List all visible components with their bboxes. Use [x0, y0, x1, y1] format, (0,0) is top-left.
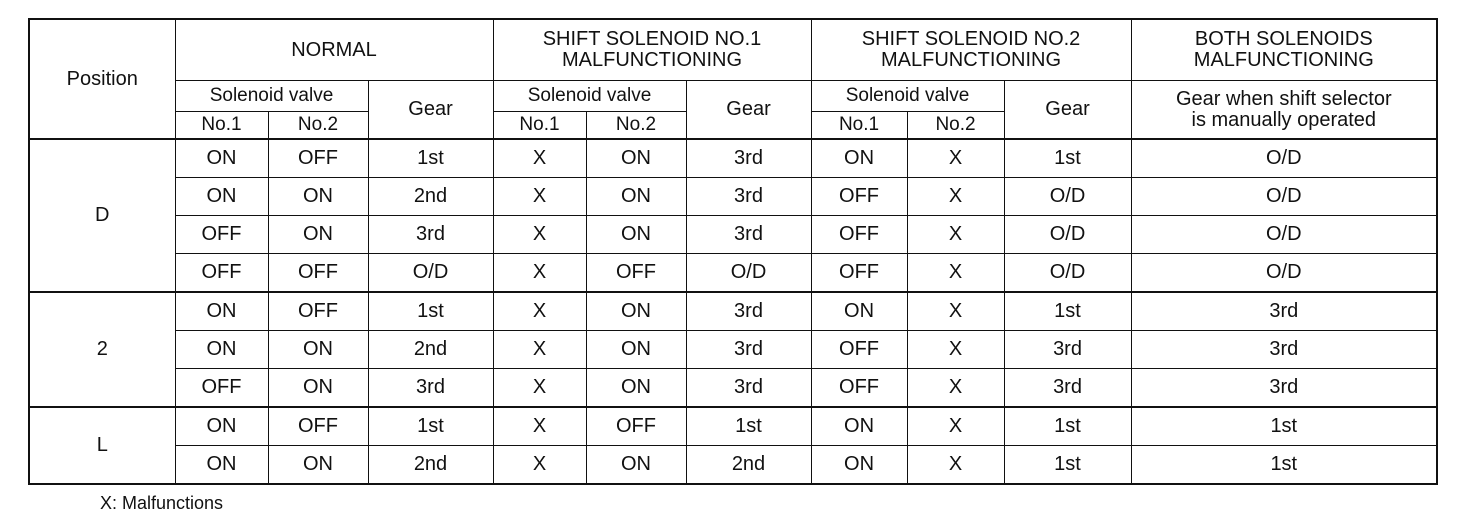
- shift1-gear-cell: O/D: [686, 254, 811, 293]
- normal-no2-cell: OFF: [268, 139, 368, 178]
- normal-solenoid-valve-header: Solenoid valve: [175, 81, 368, 112]
- shift2-gear-header: Gear: [1004, 81, 1131, 140]
- shift2-no1-cell: OFF: [811, 178, 907, 216]
- normal-no1-cell: ON: [175, 292, 268, 331]
- normal-gear-cell: 3rd: [368, 369, 493, 408]
- normal-no1-cell: ON: [175, 178, 268, 216]
- shift1-gear-cell: 1st: [686, 407, 811, 446]
- shift2-gear-cell: 1st: [1004, 139, 1131, 178]
- shift2-gear-cell: 1st: [1004, 446, 1131, 485]
- shift1-no2-cell: OFF: [586, 254, 686, 293]
- table-row: [29, 254, 1437, 293]
- shift2-no2-cell: X: [907, 369, 1004, 408]
- normal-no2-header: No.2: [268, 112, 368, 140]
- normal-no2-cell: ON: [268, 331, 368, 369]
- shift1-gear-cell: 3rd: [686, 216, 811, 254]
- normal-gear-cell: 1st: [368, 139, 493, 178]
- both-gear-cell: O/D: [1131, 254, 1437, 293]
- shift1-no1-cell: X: [493, 216, 586, 254]
- normal-no2-cell: ON: [268, 178, 368, 216]
- both-gear-cell: 3rd: [1131, 331, 1437, 369]
- position-header: Position: [29, 19, 175, 139]
- shift1-no2-cell: ON: [586, 139, 686, 178]
- shift2-no1-cell: OFF: [811, 254, 907, 293]
- shift1-header: [493, 19, 811, 81]
- shift1-no2-cell: ON: [586, 216, 686, 254]
- shift2-no1-cell: OFF: [811, 216, 907, 254]
- solenoid-malfunction-table: [28, 18, 1438, 485]
- shift1-no1-cell: X: [493, 407, 586, 446]
- shift2-gear-cell: 1st: [1004, 407, 1131, 446]
- table-row: [29, 292, 1437, 331]
- shift2-no2-cell: X: [907, 331, 1004, 369]
- normal-gear-cell: 3rd: [368, 216, 493, 254]
- shift2-no2-cell: X: [907, 139, 1004, 178]
- shift2-gear-cell: O/D: [1004, 178, 1131, 216]
- normal-no2-cell: ON: [268, 446, 368, 485]
- shift1-no2-header: No.2: [586, 112, 686, 140]
- position-cell: D: [29, 139, 175, 292]
- table-row: [29, 139, 1437, 178]
- shift1-no2-cell: ON: [586, 446, 686, 485]
- normal-no2-cell: OFF: [268, 254, 368, 293]
- shift2-no2-cell: X: [907, 407, 1004, 446]
- both-header-line2: MALFUNCTIONING: [1193, 49, 1374, 71]
- shift1-header-line1: SHIFT SOLENOID NO.1: [542, 28, 762, 50]
- normal-no2-cell: ON: [268, 369, 368, 408]
- shift1-gear-cell: 3rd: [686, 139, 811, 178]
- shift2-no2-header: No.2: [907, 112, 1004, 140]
- normal-no1-cell: OFF: [175, 254, 268, 293]
- table-row: [29, 216, 1437, 254]
- shift2-no1-cell: OFF: [811, 369, 907, 408]
- shift1-no1-cell: X: [493, 331, 586, 369]
- shift1-gear-cell: 3rd: [686, 178, 811, 216]
- normal-no1-header: No.1: [175, 112, 268, 140]
- shift1-no1-header: No.1: [493, 112, 586, 140]
- shift2-no2-cell: X: [907, 292, 1004, 331]
- shift1-header-line2: MALFUNCTIONING: [562, 49, 742, 71]
- shift2-no2-cell: X: [907, 446, 1004, 485]
- table-row: [29, 407, 1437, 446]
- shift2-gear-cell: O/D: [1004, 216, 1131, 254]
- shift1-gear-header: Gear: [686, 81, 811, 140]
- normal-gear-cell: 1st: [368, 407, 493, 446]
- shift2-no1-cell: ON: [811, 292, 907, 331]
- shift2-no1-header: No.1: [811, 112, 907, 140]
- both-gear-cell: O/D: [1131, 216, 1437, 254]
- table-row: [29, 178, 1437, 216]
- position-cell: 2: [29, 292, 175, 407]
- shift1-gear-cell: 3rd: [686, 369, 811, 408]
- both-gear-cell: 3rd: [1131, 292, 1437, 331]
- table-row: [29, 369, 1437, 408]
- both-gear-cell: O/D: [1131, 178, 1437, 216]
- both-gear-header: [1131, 81, 1437, 140]
- both-gear-header-line2: is manually operated: [1191, 108, 1377, 131]
- shift1-gear-cell: 2nd: [686, 446, 811, 485]
- shift2-no2-cell: X: [907, 178, 1004, 216]
- shift2-gear-cell: O/D: [1004, 254, 1131, 293]
- shift1-no1-cell: X: [493, 254, 586, 293]
- shift1-gear-cell: 3rd: [686, 292, 811, 331]
- shift2-header-line2: MALFUNCTIONING: [881, 49, 1062, 71]
- shift2-solenoid-valve-header: Solenoid valve: [811, 81, 1004, 112]
- normal-gear-cell: 2nd: [368, 178, 493, 216]
- shift1-no1-cell: X: [493, 369, 586, 408]
- shift2-no1-cell: ON: [811, 407, 907, 446]
- normal-no1-cell: ON: [175, 139, 268, 178]
- shift2-gear-cell: 3rd: [1004, 369, 1131, 408]
- shift1-no2-cell: ON: [586, 369, 686, 408]
- shift1-no1-cell: X: [493, 178, 586, 216]
- normal-gear-header: Gear: [368, 81, 493, 140]
- shift1-no1-cell: X: [493, 446, 586, 485]
- shift1-no1-cell: X: [493, 292, 586, 331]
- shift2-gear-cell: 3rd: [1004, 331, 1131, 369]
- shift2-no1-cell: ON: [811, 446, 907, 485]
- shift2-no2-cell: X: [907, 254, 1004, 293]
- both-gear-cell: O/D: [1131, 139, 1437, 178]
- shift1-no2-cell: ON: [586, 178, 686, 216]
- shift2-gear-cell: 1st: [1004, 292, 1131, 331]
- table-row: [29, 331, 1437, 369]
- normal-no2-cell: OFF: [268, 407, 368, 446]
- normal-no1-cell: OFF: [175, 369, 268, 408]
- table-row: [29, 446, 1437, 485]
- shift2-no1-cell: OFF: [811, 331, 907, 369]
- normal-no2-cell: OFF: [268, 292, 368, 331]
- both-gear-cell: 1st: [1131, 446, 1437, 485]
- shift1-no1-cell: X: [493, 139, 586, 178]
- footnote: X: Malfunctions: [100, 493, 224, 513]
- normal-no1-cell: ON: [175, 446, 268, 485]
- normal-gear-cell: 2nd: [368, 446, 493, 485]
- shift2-no2-cell: X: [907, 216, 1004, 254]
- both-gear-header-line1: Gear when shift selector: [1175, 87, 1392, 110]
- both-gear-cell: 1st: [1131, 407, 1437, 446]
- normal-header: NORMAL: [175, 19, 493, 81]
- shift2-header: [811, 19, 1131, 81]
- normal-gear-cell: 2nd: [368, 331, 493, 369]
- shift1-solenoid-valve-header: Solenoid valve: [493, 81, 686, 112]
- normal-no1-cell: ON: [175, 331, 268, 369]
- shift1-no2-cell: ON: [586, 292, 686, 331]
- normal-gear-cell: 1st: [368, 292, 493, 331]
- solenoid-table-container: [28, 18, 1438, 485]
- both-header: [1131, 19, 1437, 81]
- both-header-line1: BOTH SOLENOIDS: [1194, 28, 1373, 50]
- shift1-no2-cell: OFF: [586, 407, 686, 446]
- shift1-no2-cell: ON: [586, 331, 686, 369]
- both-gear-cell: 3rd: [1131, 369, 1437, 408]
- normal-no1-cell: OFF: [175, 216, 268, 254]
- shift1-gear-cell: 3rd: [686, 331, 811, 369]
- normal-gear-cell: O/D: [368, 254, 493, 293]
- normal-no2-cell: ON: [268, 216, 368, 254]
- position-cell: L: [29, 407, 175, 484]
- shift2-no1-cell: ON: [811, 139, 907, 178]
- normal-no1-cell: ON: [175, 407, 268, 446]
- shift2-header-line1: SHIFT SOLENOID NO.2: [861, 28, 1081, 50]
